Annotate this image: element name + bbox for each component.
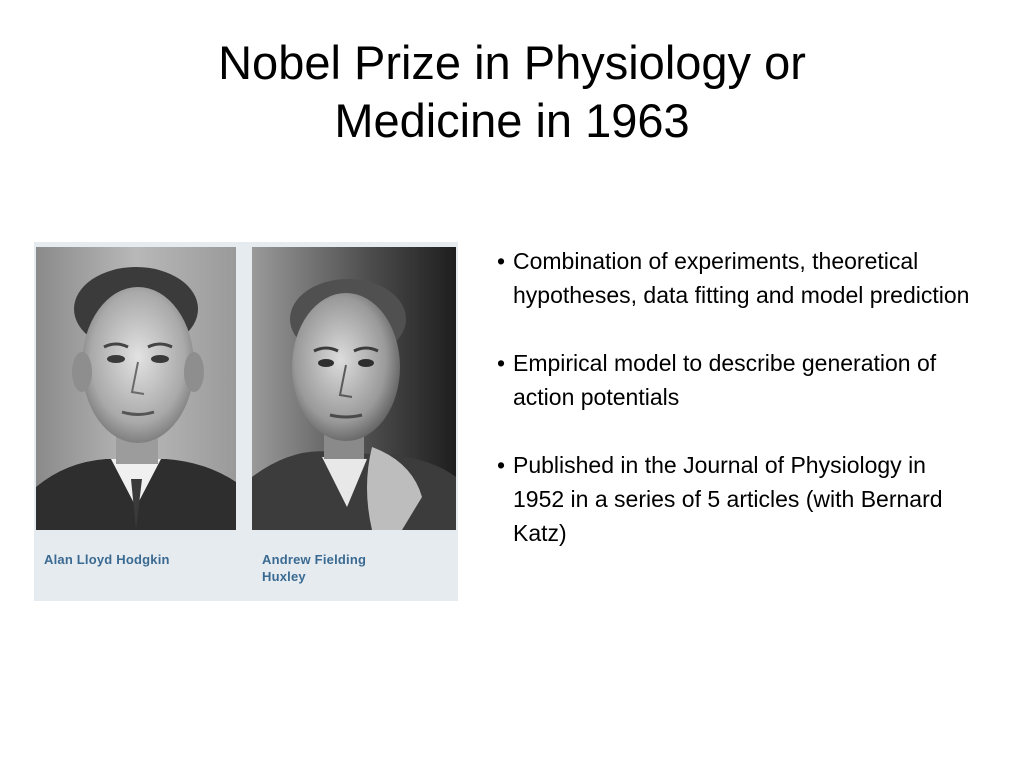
portrait-huxley [252,247,456,530]
caption-huxley [262,551,422,585]
caption-huxley-line-2: Huxley [262,569,306,584]
bullet-item [497,448,977,550]
portrait-huxley-image [252,247,456,530]
bullet-text: Empirical model to describe generation of action potentials [513,350,937,410]
caption-hodgkin-text: Alan Lloyd Hodgkin [44,552,170,567]
bullet-marker: • [497,350,506,376]
bullet-marker: • [497,452,506,478]
laureates-photo-panel [34,242,458,601]
bullet-item [497,244,977,312]
slide-title-line-2: Medicine in 1963 [334,94,690,147]
slide-title [112,34,912,150]
portrait-hodgkin-image [36,247,236,530]
bullet-list [497,244,977,584]
bullet-marker: • [497,248,506,274]
bullet-item [497,346,977,414]
bullet-text: Combination of experiments, theoretical hypotheses, data fitting and model prediction [513,248,970,308]
caption-hodgkin [44,551,234,568]
caption-huxley-line-1: Andrew Fielding [262,552,367,567]
portrait-hodgkin [36,247,236,530]
slide-title-line-1: Nobel Prize in Physiology or [218,36,806,89]
bullet-text: Published in the Journal of Physiology in 1952 in a series of 5 articles (with Bernard Katz) [513,452,943,546]
